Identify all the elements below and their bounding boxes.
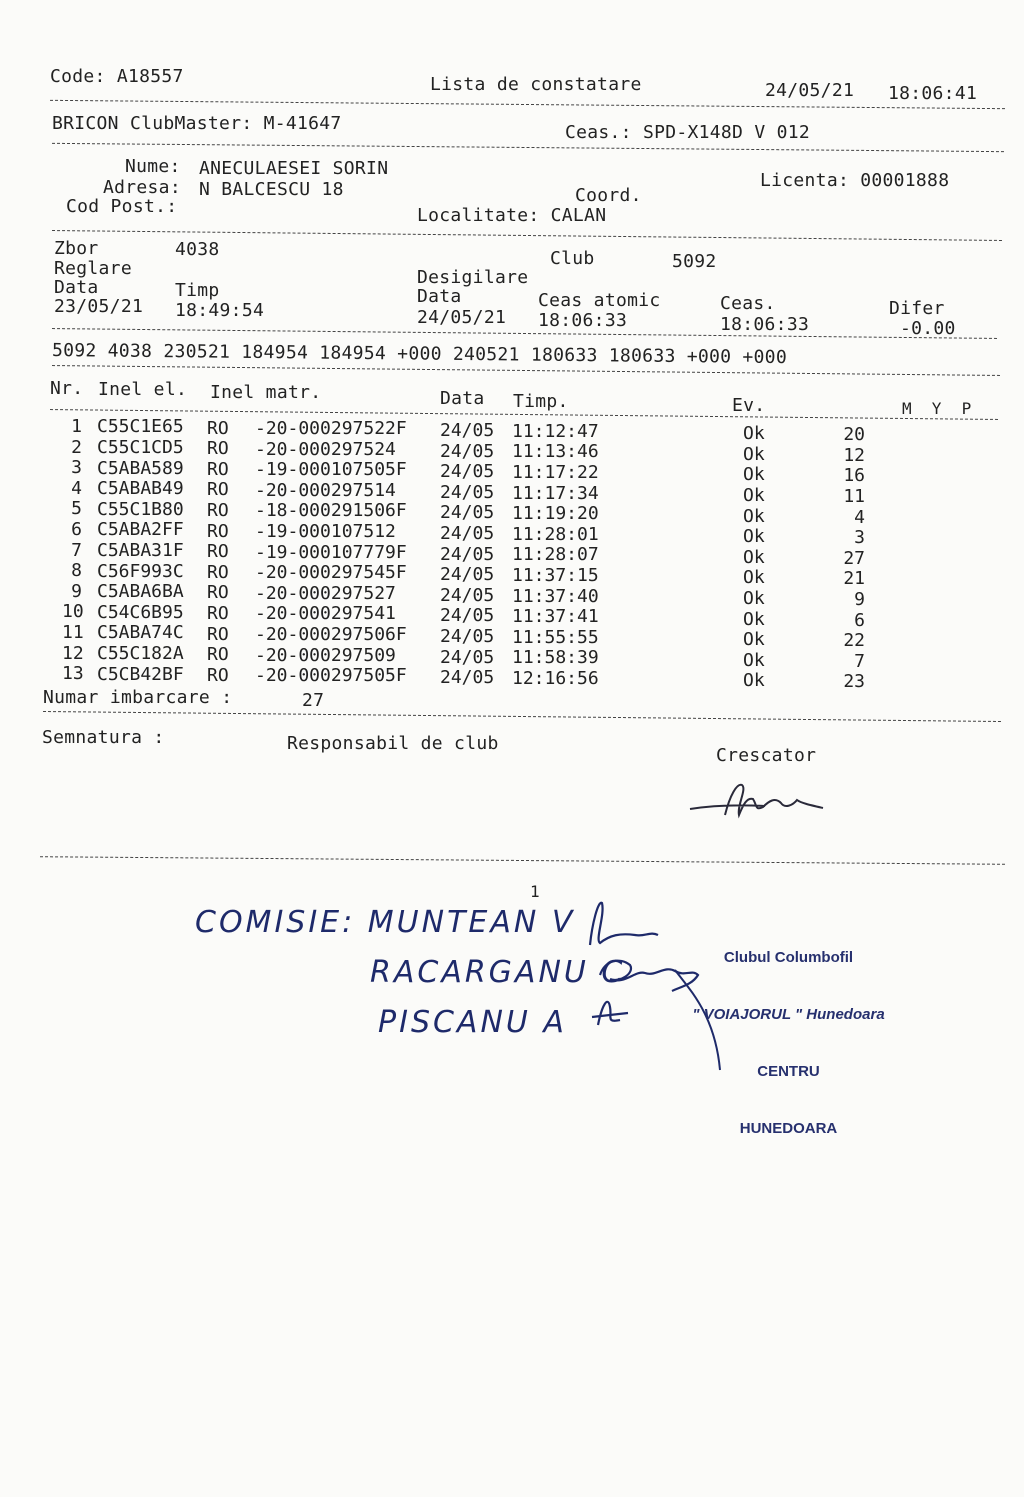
handwritten-commission-line2: RACARGANU C (370, 955, 626, 990)
table-row (0, 416, 1024, 446)
table-row (0, 477, 1024, 507)
electronic-ring: C5ABA74C (97, 622, 184, 644)
arrival-time: 11:37:41 (512, 606, 599, 628)
setting-time-label: Timp (175, 280, 220, 301)
arrival-date: 24/05 (440, 522, 495, 544)
country-code: RO (207, 520, 229, 542)
document-title: Lista de constatare (430, 74, 642, 95)
electronic-ring: C55C1E65 (97, 416, 184, 438)
position: 3 (854, 527, 865, 549)
ring-number: -20-000297545F (255, 562, 407, 584)
row-number: 9 (71, 580, 82, 602)
position: 7 (854, 650, 865, 672)
electronic-ring: C5CB42BF (97, 663, 184, 685)
event-status: Ok (743, 587, 765, 609)
arrival-time: 11:37:15 (512, 564, 599, 586)
club-stamp (676, 910, 901, 1157)
table-row (0, 601, 1024, 631)
position: 16 (843, 465, 865, 487)
ring-number: -20-000297514 (255, 479, 396, 501)
arrival-time: 11:19:20 (512, 503, 599, 525)
clubmaster-id: BRICON ClubMaster: M-41647 (52, 113, 342, 134)
country-code: RO (207, 438, 229, 460)
stamp-line-1: Clubul Columbofil (723, 949, 854, 966)
event-status: Ok (743, 505, 765, 527)
table-row (0, 436, 1024, 466)
row-number: 13 (62, 663, 84, 685)
arrival-date: 24/05 (440, 584, 495, 606)
stamp-line-2: " VOIAJORUL " Hunedoara (692, 1006, 885, 1023)
event-status: Ok (743, 484, 765, 506)
ring-number: -20-000297541 (255, 603, 396, 625)
position: 20 (843, 424, 865, 446)
row-number: 10 (62, 601, 84, 623)
country-code: RO (207, 561, 229, 583)
arrival-date: 24/05 (440, 564, 495, 586)
position: 11 (843, 485, 865, 507)
country-code: RO (207, 479, 229, 501)
table-row (0, 622, 1024, 652)
electronic-ring: C55C1B80 (97, 498, 184, 520)
country-code: RO (207, 582, 229, 604)
divider (40, 856, 1005, 865)
row-number: 11 (62, 622, 84, 644)
breeder-label: Crescator (716, 745, 817, 766)
club-label: Club (550, 248, 595, 269)
row-number: 4 (71, 477, 82, 499)
setting-time: 18:49:54 (175, 300, 265, 321)
row-number: 1 (71, 416, 82, 438)
atomic-clock-label: Ceas atomic (538, 290, 661, 311)
col-header-timp: Timp. (513, 391, 569, 412)
row-number: 5 (71, 498, 82, 520)
event-status: Ok (743, 443, 765, 465)
arrival-time: 12:16:56 (512, 667, 599, 689)
clock-time: 18:06:33 (720, 314, 810, 335)
stamp-line-4: HUNEDOARA (739, 1120, 838, 1137)
setting-date: 23/05/21 (54, 296, 144, 317)
table-row (0, 560, 1024, 590)
arrival-date: 24/05 (440, 481, 495, 503)
country-code: RO (207, 602, 229, 624)
unsealing-date-label: Data (417, 286, 462, 307)
table-row (0, 580, 1024, 610)
row-number: 6 (71, 519, 82, 541)
country-code: RO (207, 458, 229, 480)
coord-label: Coord. (575, 185, 642, 206)
breeder-signature (685, 775, 835, 830)
row-number: 3 (71, 457, 82, 479)
ring-number: -20-000297506F (255, 624, 407, 646)
position: 27 (843, 547, 865, 569)
electronic-ring: C55C1CD5 (97, 436, 184, 458)
postal-code-label: Cod Post.: (66, 196, 178, 217)
header-time: 18:06:41 (888, 83, 978, 104)
col-header-nr: Nr. (50, 378, 84, 399)
row-number: 8 (71, 560, 82, 582)
col-header-myp: M Y P (902, 399, 972, 418)
electronic-ring: C5ABA589 (97, 457, 184, 479)
header-date: 24/05/21 (765, 80, 855, 101)
ring-number: -18-000291506F (255, 500, 407, 522)
arrival-date: 24/05 (440, 605, 495, 627)
arrival-time: 11:28:01 (512, 523, 599, 545)
col-header-inel-el: Inel el. (98, 379, 188, 400)
owner-name-label: Nume: (125, 156, 181, 177)
arrival-time: 11:37:40 (512, 585, 599, 607)
country-code: RO (207, 499, 229, 521)
arrival-time: 11:17:34 (512, 482, 599, 504)
position: 9 (854, 588, 865, 610)
event-status: Ok (743, 629, 765, 651)
divider (50, 100, 1005, 109)
setting-label: Reglare (54, 258, 132, 279)
ring-number: -19-000107779F (255, 541, 407, 563)
divider (43, 711, 1001, 722)
row-number: 7 (71, 539, 82, 561)
country-code: RO (207, 417, 229, 439)
arrival-time: 11:55:55 (512, 626, 599, 648)
arrival-time: 11:13:46 (512, 441, 599, 463)
col-header-ev: Ev. (732, 395, 766, 416)
position: 6 (854, 609, 865, 631)
divider (52, 143, 1004, 152)
event-status: Ok (743, 649, 765, 671)
arrival-date: 24/05 (440, 419, 495, 441)
table-row (0, 642, 1024, 672)
clock-label: Ceas. (720, 293, 776, 314)
document-code: Code: A18557 (50, 66, 184, 87)
electronic-ring: C56F993C (97, 560, 184, 582)
stamp-line-3: CENTRU (757, 1063, 820, 1080)
code-line: 5092 4038 230521 184954 184954 +000 240521 180633 180633 +000 +000 (51, 340, 788, 369)
electronic-ring: C5ABA31F (97, 539, 184, 561)
divider (52, 328, 997, 339)
country-code: RO (207, 541, 229, 563)
event-status: Ok (743, 546, 765, 568)
electronic-ring: C5ABA6BA (97, 581, 184, 603)
atomic-clock-time: 18:06:33 (538, 310, 628, 331)
ring-number: -20-000297505F (255, 665, 407, 687)
col-header-data: Data (440, 388, 485, 409)
clock-id: Ceas.: SPD-X148D V 012 (565, 122, 811, 143)
ring-number: -20-000297527 (255, 582, 396, 604)
electronic-ring: C54C6B95 (97, 601, 184, 623)
event-status: Ok (743, 567, 765, 589)
handwritten-commission-line1: COMISIE: MUNTEAN V (195, 905, 576, 940)
arrival-date: 24/05 (440, 502, 495, 524)
country-code: RO (207, 644, 229, 666)
country-code: RO (207, 623, 229, 645)
flight-label: Zbor (54, 238, 99, 259)
row-number: 2 (71, 436, 82, 458)
club-number: 5092 (672, 251, 717, 272)
table-row (0, 498, 1024, 528)
club-responsible: Responsabil de club (287, 733, 499, 754)
table-row (0, 663, 1024, 693)
electronic-ring: C5ABA2FF (97, 519, 184, 541)
position: 4 (854, 506, 865, 528)
difference-value: -0.00 (900, 318, 956, 339)
arrival-date: 24/05 (440, 543, 495, 565)
arrival-date: 24/05 (440, 646, 495, 668)
arrival-time: 11:12:47 (512, 420, 599, 442)
col-header-inel-matr: Inel matr. (210, 382, 322, 403)
arrival-date: 24/05 (440, 667, 495, 689)
arrival-time: 11:58:39 (512, 647, 599, 669)
event-status: Ok (743, 608, 765, 630)
boarding-count-label: Numar imbarcare : (43, 687, 233, 708)
locality: Localitate: CALAN (417, 205, 607, 226)
ring-number: -20-000297524 (255, 438, 396, 460)
arrival-date: 24/05 (440, 440, 495, 462)
ring-number: -19-000107512 (255, 521, 396, 543)
table-row (0, 519, 1024, 549)
event-status: Ok (743, 423, 765, 445)
ring-number: -19-000107505F (255, 459, 407, 481)
position: 22 (843, 630, 865, 652)
unsealing-label: Desigilare (417, 267, 529, 288)
signature-label: Semnatura : (42, 727, 165, 748)
event-status: Ok (743, 670, 765, 692)
setting-date-label: Data (54, 277, 99, 298)
table-row (0, 457, 1024, 487)
position: 21 (843, 568, 865, 590)
handwritten-commission-line3: PISCANU A (378, 1005, 567, 1040)
row-number: 12 (62, 642, 84, 664)
arrival-time: 11:17:22 (512, 461, 599, 483)
position: 12 (843, 444, 865, 466)
ring-number: -20-000297509 (255, 644, 396, 666)
divider (52, 365, 1000, 376)
country-code: RO (207, 664, 229, 686)
event-status: Ok (743, 464, 765, 486)
boarding-count: 27 (302, 690, 325, 711)
flight-number: 4038 (175, 239, 220, 260)
electronic-ring: C5ABAB49 (97, 478, 184, 500)
unsealing-date: 24/05/21 (417, 307, 507, 328)
difference-label: Difer (889, 298, 945, 319)
page-number: 1 (530, 882, 540, 901)
owner-address-label: Adresa: (103, 177, 181, 198)
position: 23 (843, 671, 865, 693)
owner-name: ANECULAESEI SORIN (199, 158, 389, 179)
license: Licenta: 00001888 (760, 170, 950, 191)
event-status: Ok (743, 526, 765, 548)
table-row (0, 539, 1024, 569)
electronic-ring: C55C182A (97, 642, 184, 664)
owner-address: N BALCESCU 18 (199, 179, 344, 200)
ring-number: -20-000297522F (255, 418, 407, 440)
arrival-date: 24/05 (440, 625, 495, 647)
arrival-date: 24/05 (440, 461, 495, 483)
arrival-time: 11:28:07 (512, 544, 599, 566)
